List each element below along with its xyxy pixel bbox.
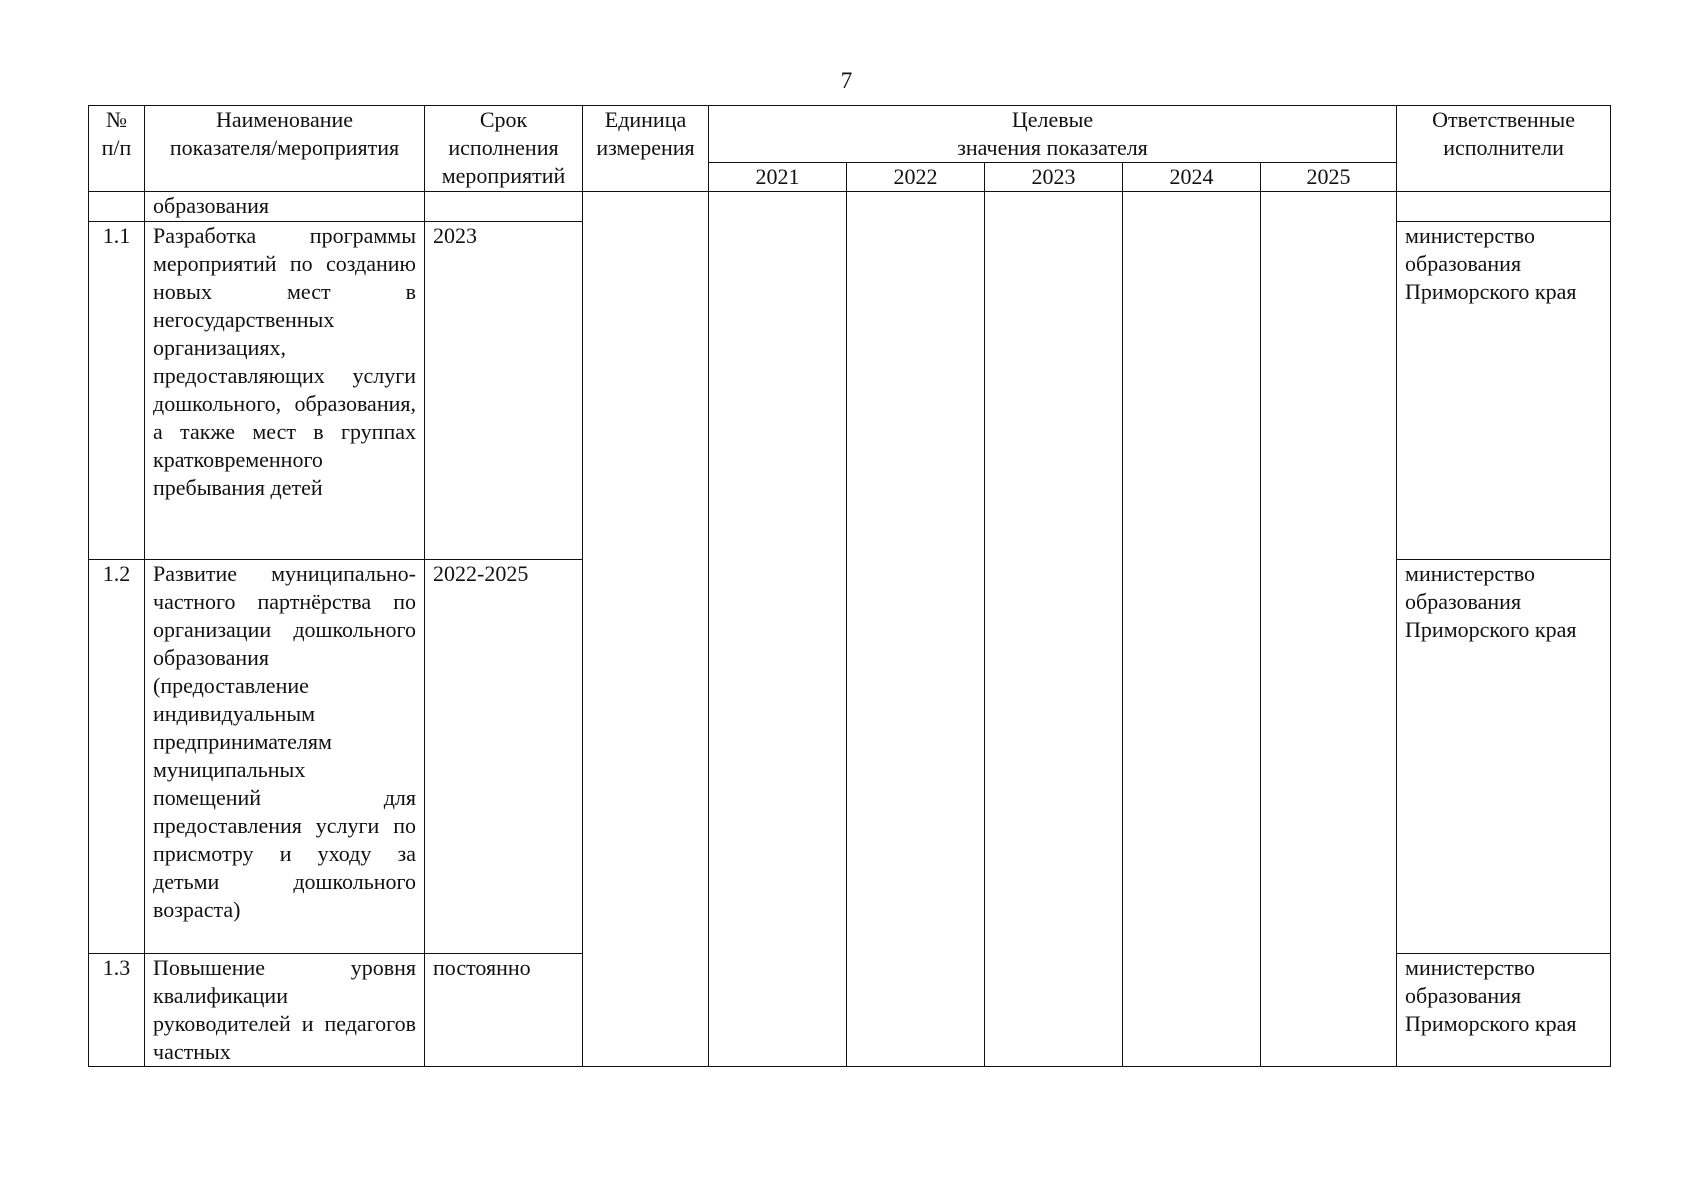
- header-term: Срок исполнения мероприятий: [425, 106, 583, 192]
- header-targets: Целевые значения показателя: [709, 106, 1397, 163]
- header-unit: Единица измерения: [583, 106, 709, 192]
- header-num: № п/п: [89, 106, 145, 192]
- header-name: Наименование показателя/мероприятия: [145, 106, 425, 192]
- header-year: 2021: [709, 163, 847, 192]
- value-cell-2021: [709, 192, 847, 1067]
- continuation-name: образования: [145, 192, 425, 222]
- row-term: 2023: [425, 222, 583, 560]
- header-year: 2025: [1261, 163, 1397, 192]
- row-responsible: министерство образования Приморского края: [1397, 222, 1611, 560]
- row-responsible: министерство образования Приморского края: [1397, 560, 1611, 954]
- continuation-num: [89, 192, 145, 222]
- value-cell-2024: [1123, 192, 1261, 1067]
- unit-cell: [583, 192, 709, 1067]
- page-number: 7: [840, 68, 853, 93]
- continuation-term: [425, 192, 583, 222]
- table-header-row: [89, 106, 1611, 163]
- header-year: 2024: [1123, 163, 1261, 192]
- row-term: 2022-2025: [425, 560, 583, 954]
- indicators-table: [88, 105, 1611, 1067]
- row-responsible: министерство образования Приморского края: [1397, 954, 1611, 1067]
- header-year: 2023: [985, 163, 1123, 192]
- row-name: Разработка программы мероприятий по созданию новых мест в негосударственных организациях, предоставляющих услуги дошкольного, образования, а также мест в группах кратковременного пребывания детей: [145, 222, 425, 560]
- row-num: 1.1: [89, 222, 145, 560]
- value-cell-2023: [985, 192, 1123, 1067]
- header-responsible: Ответственные исполнители: [1397, 106, 1611, 192]
- table-row-continuation: [89, 192, 1611, 222]
- value-cell-2025: [1261, 192, 1397, 1067]
- row-name: Повышение уровня квалификации руководителей и педагогов частных: [145, 954, 425, 1067]
- continuation-responsible: [1397, 192, 1611, 222]
- row-name: Развитие муниципально-частного партнёрства по организации дошкольного образования (предоставление индивидуальным предпринимателям муниципальных помещений для предоставления услуги по присмотру и уходу за детьми дошкольного возраста): [145, 560, 425, 954]
- value-cell-2022: [847, 192, 985, 1067]
- header-year: 2022: [847, 163, 985, 192]
- row-num: 1.3: [89, 954, 145, 1067]
- row-num: 1.2: [89, 560, 145, 954]
- row-term: постоянно: [425, 954, 583, 1067]
